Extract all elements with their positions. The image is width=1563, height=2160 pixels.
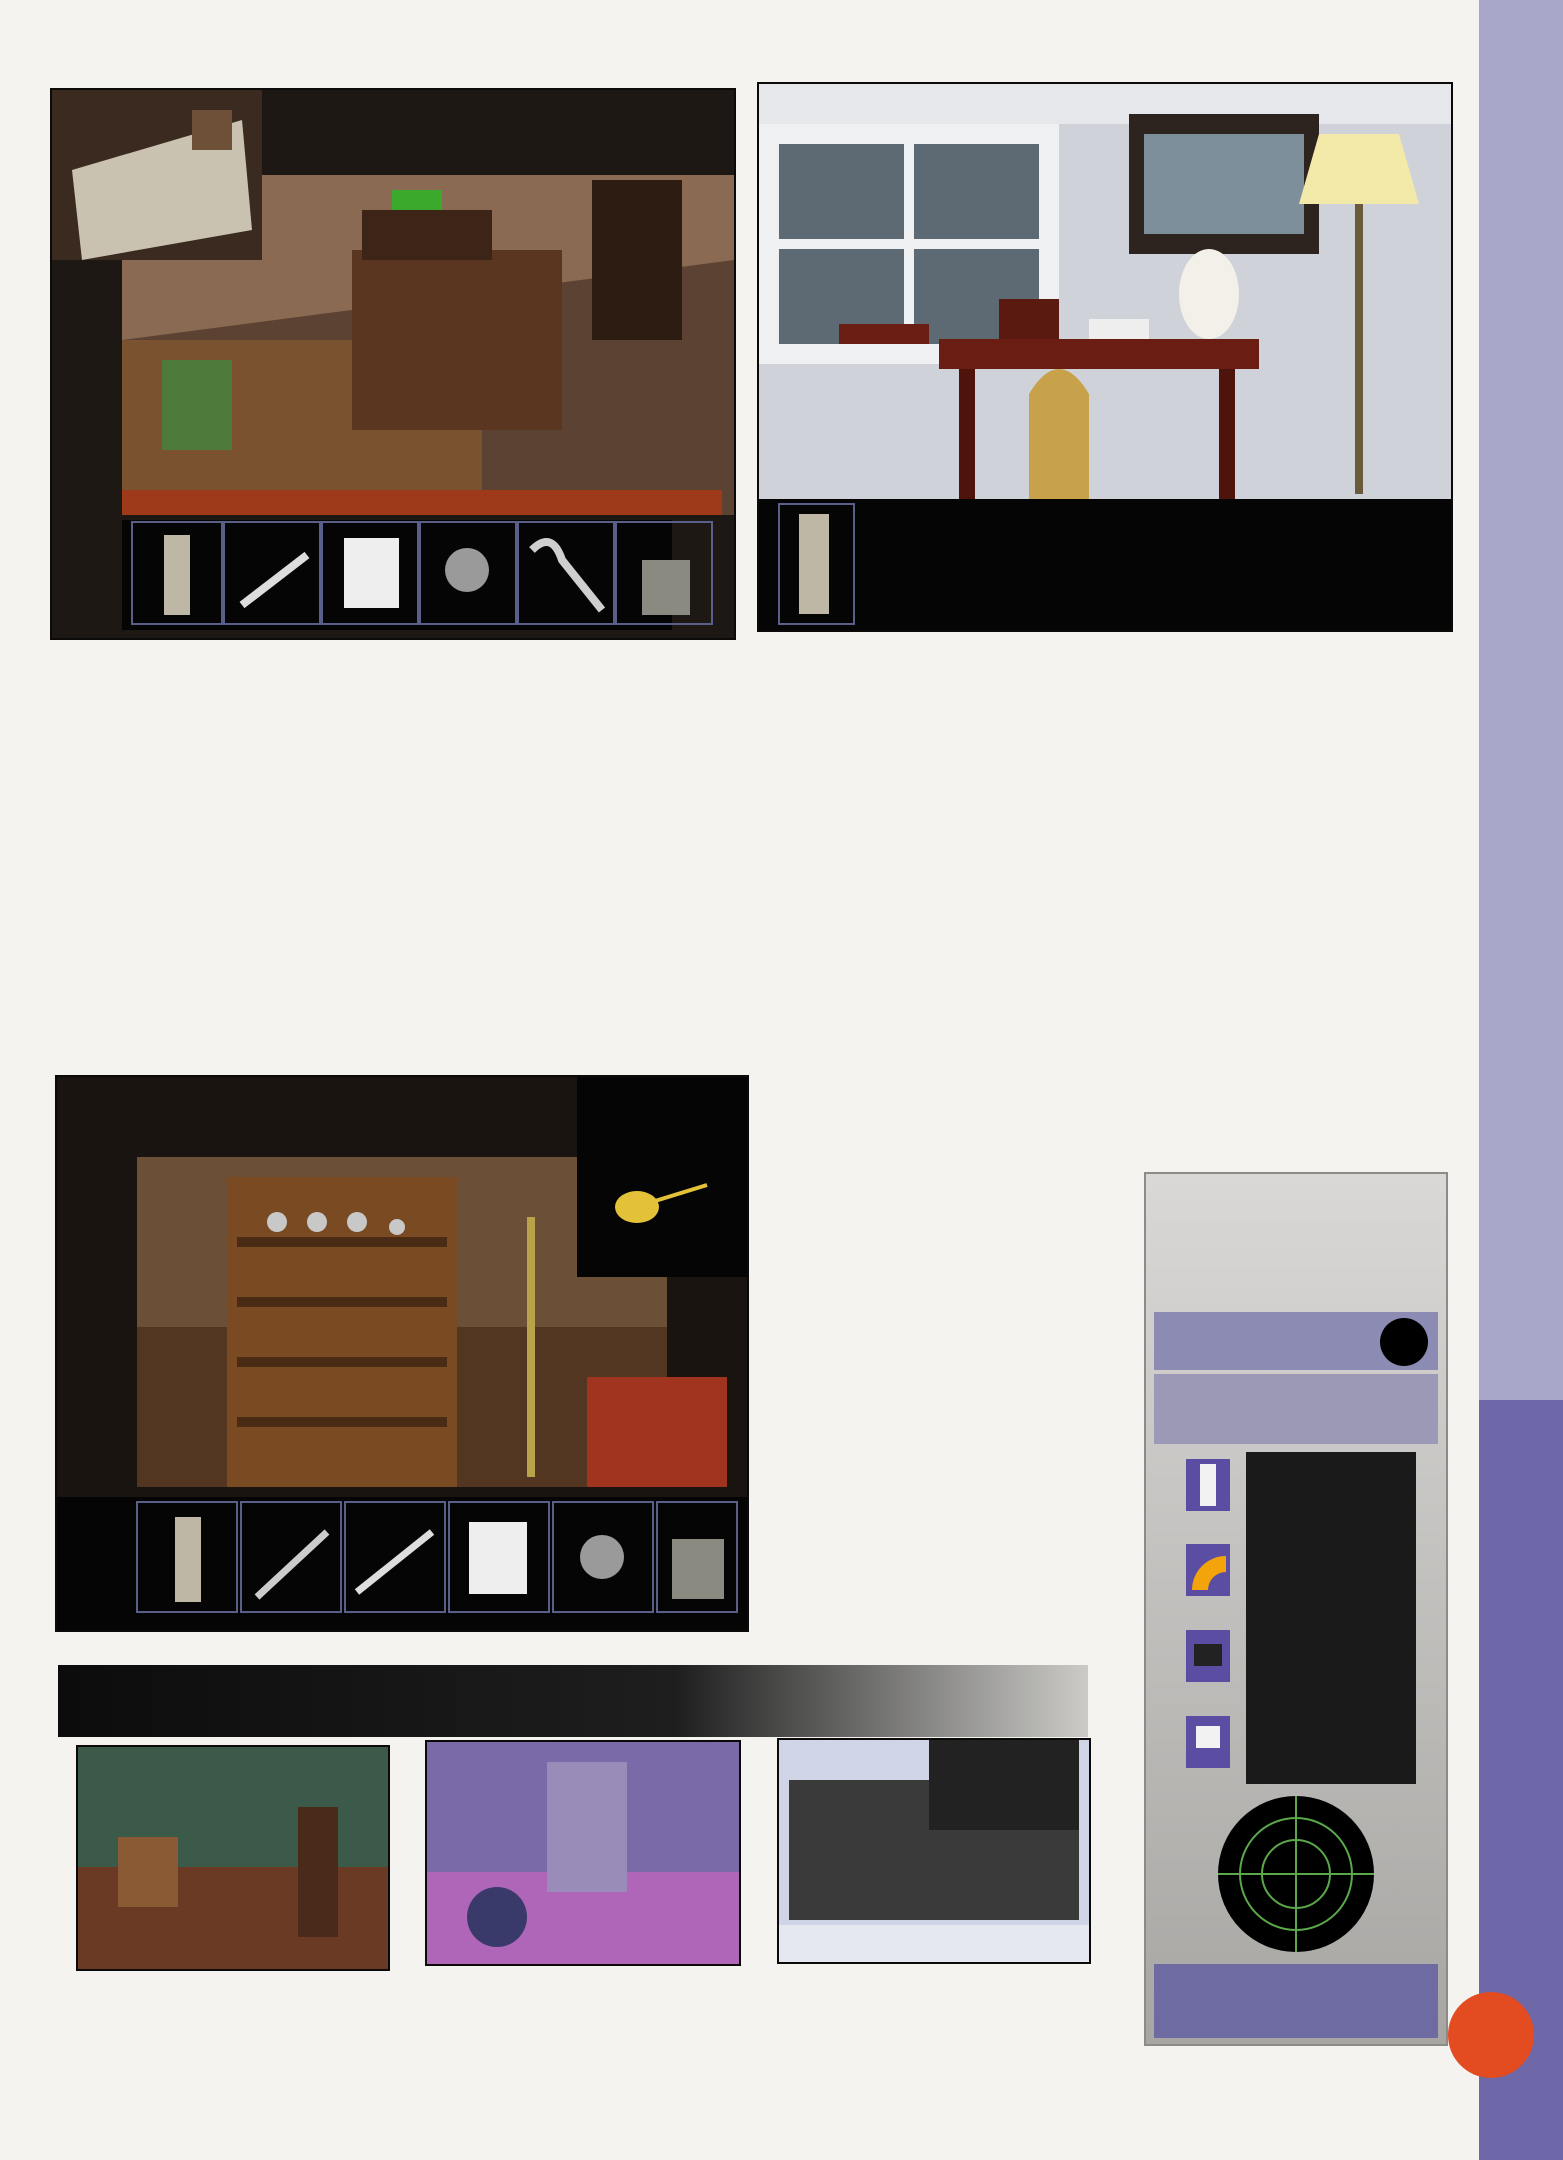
alt-thumb-broken-sword [425,1740,741,1966]
rating-chart-bg [1246,1452,1416,1784]
screenshot-study-room [50,88,736,640]
alt-thumb-urban-runner [777,1738,1091,1964]
ficha-tecnica-panel [1144,1172,1448,2046]
article-column-3 [765,652,1097,660]
screenshot-shelves [55,1075,749,1632]
section-label [1489,1700,1549,2000]
verdict-box [1154,1964,1438,2038]
screenshot-window-room [757,82,1453,632]
publisher-strip [1154,1374,1438,1444]
page-number [1448,1992,1534,2078]
alternativas-banner [58,1665,1088,1737]
alt-thumb-sherlock [76,1745,390,1971]
players-badge [1380,1318,1428,1366]
